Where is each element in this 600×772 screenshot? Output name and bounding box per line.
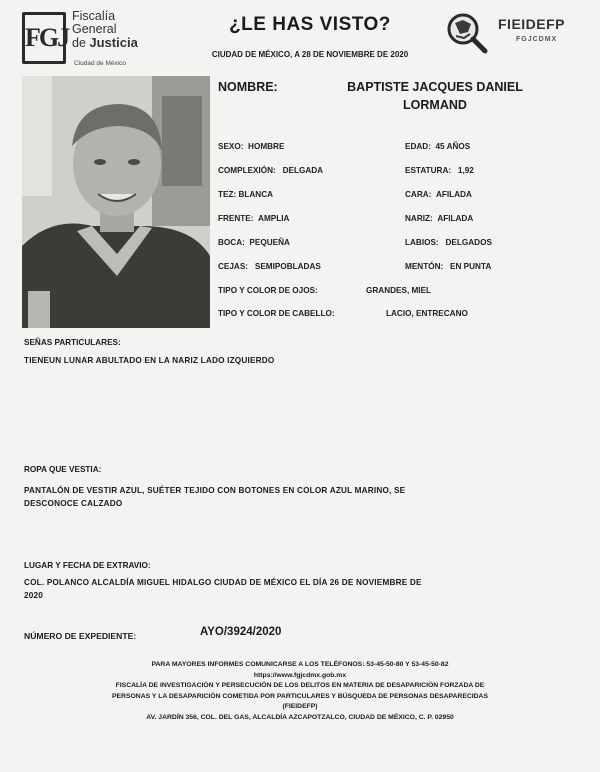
field-nariz: NARIZ: AFILADA [405, 214, 474, 223]
field-frente: FRENTE: AMPLIA [218, 214, 290, 223]
distinguishing-marks-value: TIENEUN LUNAR ABULTADO EN LA NARIZ LADO IZQUIERDO [24, 356, 275, 365]
field-complexion: COMPLEXIÓN: DELGADA [218, 166, 324, 175]
field-cara: CARA: AFILADA [405, 190, 472, 199]
footer-agency-acronym: (FIEIDEFP) [282, 703, 318, 710]
field-sexo: SEXO: HOMBRE [218, 142, 285, 151]
case-number-label: NÚMERO DE EXPEDIENTE: [24, 631, 137, 641]
field-labios: LABIOS: DELGADOS [405, 238, 492, 247]
magnifier-icon [446, 12, 488, 54]
fiedefp-name: FIEIDEFP [498, 16, 566, 32]
clothing-label: ROPA QUE VESTIA: [24, 465, 102, 474]
person-portrait-icon [22, 76, 210, 328]
field-cabello-value: LACIO, ENTRECANO [386, 309, 468, 318]
case-number-value: AYO/3924/2020 [200, 626, 282, 638]
footer-website-link[interactable]: https://www.fgjcdmx.gob.mx [253, 671, 347, 679]
name-label: NOMBRE: [218, 80, 278, 94]
footer-agency-line1: FISCALÍA DE INVESTIGACIÓN Y PERSECUCIÓN DE LOS DELITOS EN MATERIA DE DESAPARICIÓN FORZADA DE [115, 682, 485, 689]
date-location-line: CIUDAD DE MÉXICO, A 28 DE NOVIEMBRE DE 2020 [211, 50, 409, 59]
fiedefp-logo [440, 8, 590, 68]
fgj-emblem-icon: FGJ [22, 12, 66, 64]
field-estatura: ESTATURA: 1,92 [405, 166, 474, 175]
field-cejas: CEJAS: SEMIPOBLADAS [218, 262, 321, 271]
field-boca: BOCA: PEQUEÑA [218, 238, 290, 247]
clothing-value: PANTALÓN DE VESTIR AZUL, SUÉTER TEJIDO CON BOTONES EN COLOR AZUL MARINO, SE DESCONOCE CALZADO [24, 486, 406, 508]
fgj-logo-subtitle: Ciudad de México [74, 60, 127, 67]
fgj-logo-text: Fiscalía General de Justicia [72, 9, 138, 50]
field-ojos-label: TIPO Y COLOR DE OJOS: [218, 286, 318, 295]
fgj-logo [18, 8, 178, 74]
footer-contact [40, 660, 560, 723]
field-tez: TEZ: BLANCA [218, 190, 274, 199]
field-cabello-label: TIPO Y COLOR DE CABELLO: [218, 309, 335, 318]
last-seen-value: COL. POLANCO ALCALDÍA MIGUEL HIDALGO CIUDAD DE MÉXICO EL DÍA 26 DE NOVIEMBRE DE 2020 [24, 578, 422, 600]
footer-agency-line2: PERSONAS Y LA DESAPARICIÓN COMETIDA POR PARTICULARES Y BÚSQUEDA DE PERSONAS DESAPARECIDAS [111, 692, 489, 700]
missing-person-photo [22, 76, 210, 328]
field-menton: MENTÓN: EN PUNTA [405, 262, 492, 271]
footer-address: AV. JARDÍN 356, COL. DEL GAS, ALCALDÍA AZCAPOTZALCO, CIUDAD DE MÉXICO, C. P. 02950 [146, 713, 454, 721]
footer-phones: PARA MAYORES INFORMES COMUNICARSE A LOS TELÉFONOS: 53-45-50-80 Y 53-45-50-82 [151, 661, 449, 668]
page-title: ¿LE HAS VISTO? [229, 14, 391, 35]
name-value: BAPTISTE JACQUES DANIEL LORMAND [347, 80, 523, 112]
field-ojos-value: GRANDES, MIEL [366, 286, 432, 295]
last-seen-label: LUGAR Y FECHA DE EXTRAVIO: [24, 561, 151, 570]
distinguishing-marks-label: SEÑAS PARTICULARES: [24, 338, 121, 347]
field-edad: EDAD: 45 AÑOS [405, 142, 471, 151]
fgj-cdmx-label: FGJCDMX [516, 36, 558, 43]
